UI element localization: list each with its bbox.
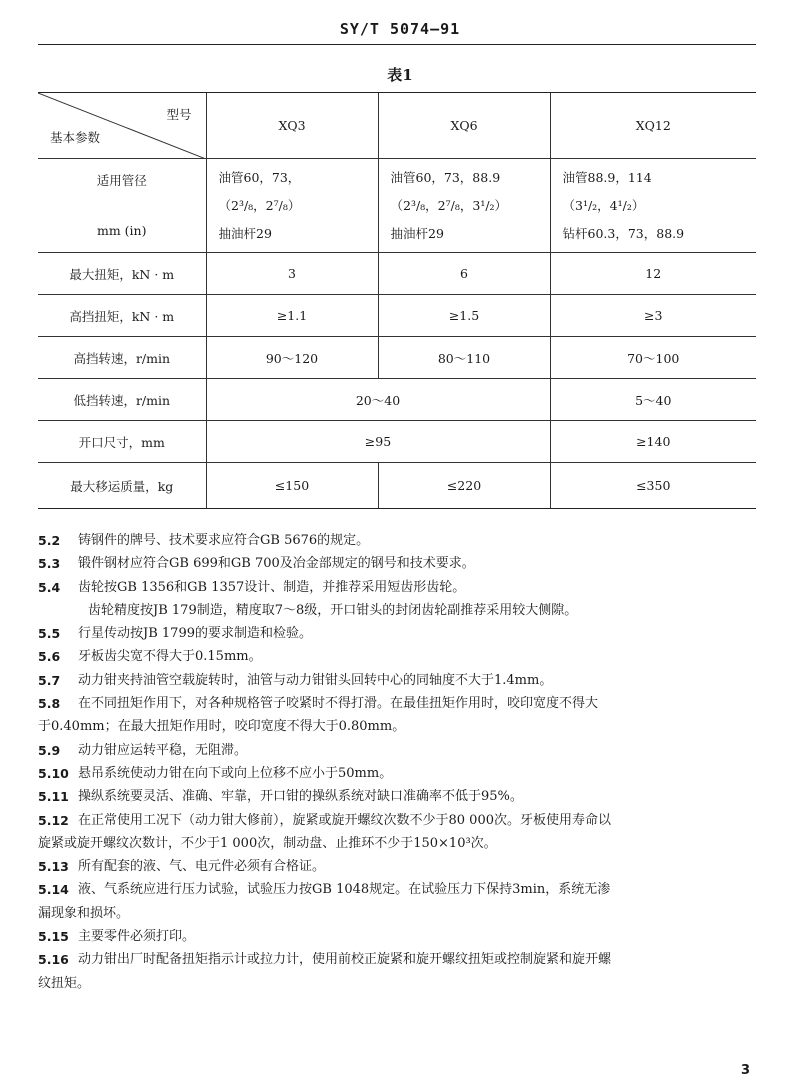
- clause-line: [38, 785, 766, 808]
- opening-xq3-xq6: ≥95: [206, 421, 550, 463]
- clause-line: [38, 599, 766, 622]
- pipe-xq12-line1: 油管88.9，114: [562, 169, 652, 185]
- clause-line: [38, 622, 766, 645]
- clause-line: [38, 669, 766, 692]
- table-row-high-torque: [38, 295, 756, 337]
- row-label-high-torque: 高挡扭矩，kN · m: [38, 295, 206, 337]
- high-torque-xq3: ≥1.1: [206, 295, 378, 337]
- row-label-low-speed: 低挡转速，r/min: [38, 379, 206, 421]
- model-header-xq3: XQ3: [206, 93, 378, 159]
- corner-model-label: 型号: [166, 107, 192, 122]
- clause-number: 5.6: [38, 649, 61, 665]
- max-torque-xq3: 3: [206, 253, 378, 295]
- clause-text: 齿轮按GB 1356和GB 1357设计、制造，并推荐采用短齿形齿轮。: [78, 579, 466, 595]
- table-row-mass: [38, 463, 756, 509]
- mass-xq12: ≤350: [550, 463, 756, 509]
- table-row-low-speed: [38, 379, 756, 421]
- table-header-row: [38, 93, 756, 159]
- row-label-max-torque: 最大扭矩，kN · m: [38, 253, 206, 295]
- high-speed-xq12: 70～100: [550, 337, 756, 379]
- clause-line: [38, 832, 766, 855]
- clause-number: 5.16: [38, 952, 69, 968]
- pipe-xq3-line3: 抽油杆29: [218, 225, 272, 241]
- clause-line: [38, 855, 766, 878]
- standard-code-header: SY/T 5074—91: [339, 20, 461, 38]
- clause-line: [38, 552, 766, 575]
- clause-number: 5.7: [38, 672, 61, 688]
- pipe-xq12-cell: [550, 159, 756, 253]
- table-row-high-speed: [38, 337, 756, 379]
- clause-line: [38, 925, 766, 948]
- high-torque-xq6: ≥1.5: [378, 295, 550, 337]
- mass-xq6: ≤220: [378, 463, 550, 509]
- clause-number: 5.8: [38, 696, 61, 712]
- clause-number: 5.2: [38, 533, 61, 548]
- clause-number: 5.13: [38, 859, 69, 875]
- clause-text: 液、气系统应进行压力试验，试验压力按GB 1048规定。在试验压力下保持3min，系统无渗: [78, 882, 611, 898]
- clause-text: 铸钢件的牌号、技术要求应符合GB 5676的规定。: [78, 533, 370, 548]
- low-speed-xq3-xq6: 20～40: [206, 379, 550, 421]
- clause-text: 齿轮精度按JB 179制造，精度取7～8级，开口钳头的封闭齿轮副推荐采用较大侧隙。: [88, 602, 578, 618]
- clause-text: 在不同扭矩作用下，对各种规格管子咬紧时不得打滑。在最佳扭矩作用时，咬印宽度不得大: [78, 696, 599, 712]
- corner-params-label: 基本参数: [50, 130, 101, 145]
- header-rule: [38, 44, 756, 45]
- table-caption: 表1: [387, 66, 413, 84]
- high-speed-xq3: 90～120: [206, 337, 378, 379]
- pipe-xq12-line3: 钻杆60.3，73，88.9: [562, 225, 685, 241]
- clause-number: 5.14: [38, 882, 69, 898]
- low-speed-xq12: 5～40: [550, 379, 756, 421]
- clause-line: [38, 645, 766, 668]
- clause-text: 在正常使用工况下（动力钳大修前），旋紧或旋开螺纹次数不少于80 000次。牙板使用寿命以: [78, 812, 611, 828]
- pipe-xq3-line2: （2³/₈，2⁷/₈）: [218, 197, 301, 213]
- clause-number: 5.10: [38, 765, 69, 781]
- clause-text: 动力钳夹持油管空载旋转时，油管与动力钳钳头回转中心的同轴度不大于1.4mm。: [78, 672, 553, 688]
- clause-text: 所有配套的液、气、电元件必须有合格证。: [78, 859, 326, 875]
- clause-number: 5.9: [38, 742, 61, 758]
- clause-number: 5.3: [38, 556, 61, 572]
- clause-text: 锻件钢材应符合GB 699和GB 700及冶金部规定的钢号和技术要求。: [78, 556, 475, 572]
- clause-line: [38, 762, 766, 785]
- pipe-xq12-line2: （3¹/₂，4¹/₂）: [562, 197, 645, 213]
- pipe-xq6-line3: 抽油杆29: [390, 225, 444, 241]
- clause-line: [38, 739, 766, 762]
- clause-text: 牙板齿尖宽不得大于0.15mm。: [78, 649, 262, 665]
- clause-text: 旋紧或旋开螺纹次数计，不少于1 000次，制动盘、止推环不少于150×10³次。: [38, 835, 497, 851]
- model-header-xq12: XQ12: [550, 93, 756, 159]
- pipe-xq6-line2: （2³/₈，2⁷/₈，3¹/₂）: [390, 197, 508, 213]
- max-torque-xq6: 6: [378, 253, 550, 295]
- table-row-opening: [38, 421, 756, 463]
- clause-text: 动力钳出厂时配备扭矩指示计或拉力计，使用前校正旋紧和旋开螺纹扭矩或控制旋紧和旋开螺: [78, 952, 612, 968]
- clause-line: [38, 948, 766, 971]
- pipe-xq3-cell: [206, 159, 378, 253]
- clause-line: [38, 902, 766, 925]
- clause-line: [38, 576, 766, 599]
- clause-text: 主要零件必须打印。: [78, 929, 196, 945]
- clause-number: 5.5: [38, 626, 61, 642]
- diagonal-header-cell: [38, 93, 206, 159]
- clause-number: 5.11: [38, 789, 69, 805]
- row-label-opening: 开口尺寸，mm: [38, 421, 206, 463]
- clause-line: [38, 715, 766, 738]
- high-torque-xq12: ≥3: [550, 295, 756, 337]
- row-label-mass: 最大移运质量，kg: [38, 463, 206, 509]
- row-label-pipe-size: [38, 159, 206, 253]
- clause-line: [38, 692, 766, 715]
- max-torque-xq12: 12: [550, 253, 756, 295]
- pipe-xq6-line1: 油管60，73，88.9: [390, 169, 501, 185]
- page-number: 3: [740, 1063, 750, 1078]
- clause-number: 5.15: [38, 929, 69, 945]
- clause-line: [38, 529, 766, 552]
- pipe-xq3-line1: 油管60，73，: [218, 169, 301, 185]
- diagonal-line: [38, 93, 206, 159]
- clause-line: [38, 972, 766, 995]
- pipe-label-line1: 适用管径: [96, 172, 147, 188]
- mass-xq3: ≤150: [206, 463, 378, 509]
- clause-line: [38, 878, 766, 901]
- high-speed-xq6: 80～110: [378, 337, 550, 379]
- pipe-label-line2: mm (in): [97, 222, 147, 238]
- clause-text: 悬吊系统使动力钳在向下或向上位移不应小于50mm。: [78, 765, 393, 781]
- clause-list: [38, 529, 766, 995]
- clause-number: 5.4: [38, 579, 61, 595]
- clause-text: 动力钳应运转平稳，无阻滞。: [78, 742, 248, 758]
- clause-text: 行星传动按JB 1799的要求制造和检验。: [78, 626, 312, 642]
- table-row-pipe-size: [38, 159, 756, 253]
- clause-text: 漏现象和损坏。: [38, 905, 130, 921]
- parameters-table: [38, 92, 756, 509]
- opening-xq12: ≥140: [550, 421, 756, 463]
- clause-number: 5.12: [38, 812, 69, 828]
- row-label-high-speed: 高挡转速，r/min: [38, 337, 206, 379]
- table-row-max-torque: [38, 253, 756, 295]
- model-header-xq6: XQ6: [378, 93, 550, 159]
- clause-text: 于0.40mm；在最大扭矩作用时，咬印宽度不得大于0.80mm。: [38, 719, 406, 735]
- clause-text: 操纵系统要灵活、准确、牢靠，开口钳的操纵系统对缺口准确率不低于95%。: [78, 789, 523, 805]
- clause-text: 纹扭矩。: [38, 975, 91, 991]
- clause-line: [38, 809, 766, 832]
- pipe-xq6-cell: [378, 159, 550, 253]
